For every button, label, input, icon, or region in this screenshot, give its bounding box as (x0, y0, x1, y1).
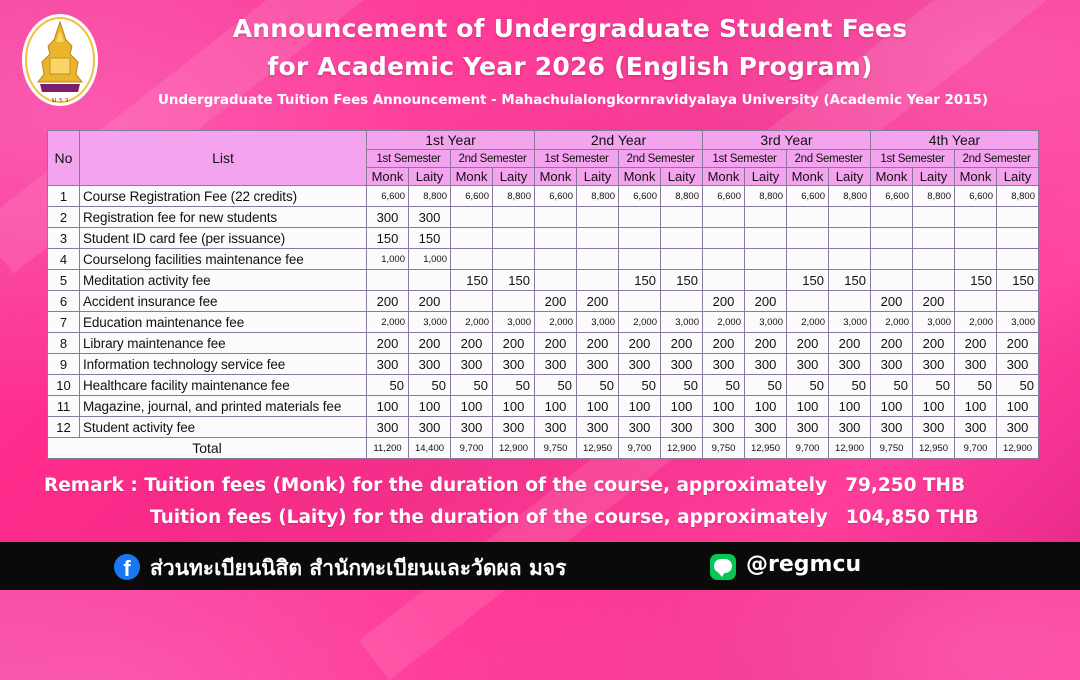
fee-cell: 200 (451, 333, 493, 354)
fee-cell: 1,000 (409, 249, 451, 270)
fee-cell (619, 291, 661, 312)
fee-cell (745, 228, 787, 249)
fee-cell: 300 (913, 417, 955, 438)
total-cell: 11,200 (367, 438, 409, 459)
fee-cell: 3,000 (913, 312, 955, 333)
fee-cell (955, 207, 997, 228)
table-row (48, 312, 1039, 333)
fee-cell (661, 207, 703, 228)
fee-cell: 2,000 (787, 312, 829, 333)
fee-cell (829, 249, 871, 270)
row-number: 11 (48, 396, 80, 417)
fee-cell (409, 270, 451, 291)
fee-cell: 300 (409, 207, 451, 228)
fee-cell: 200 (367, 291, 409, 312)
remark-monk-label: Remark : Tuition fees (Monk) for the duration of the course, approximately (44, 475, 828, 496)
fee-cell (955, 228, 997, 249)
table-row (48, 207, 1039, 228)
fee-cell (745, 270, 787, 291)
fee-cell: 3,000 (577, 312, 619, 333)
fee-cell: 300 (829, 354, 871, 375)
fee-cell: 200 (577, 291, 619, 312)
row-label: Information technology service fee (80, 354, 367, 375)
type-header: Monk (787, 168, 829, 186)
total-cell: 12,900 (661, 438, 703, 459)
fee-cell (451, 291, 493, 312)
fee-cell: 2,000 (619, 312, 661, 333)
fee-cell: 300 (409, 354, 451, 375)
fee-cell: 200 (619, 333, 661, 354)
fee-cell: 50 (913, 375, 955, 396)
fee-cell (451, 249, 493, 270)
fee-cell (577, 228, 619, 249)
fee-cell: 300 (409, 417, 451, 438)
remark-laity (150, 507, 979, 528)
fee-cell: 6,600 (619, 186, 661, 207)
fee-cell: 300 (367, 417, 409, 438)
year-header: 2nd Year (535, 131, 703, 150)
fee-cell (577, 249, 619, 270)
row-label: Accident insurance fee (80, 291, 367, 312)
fee-cell: 2,000 (955, 312, 997, 333)
fee-cell: 300 (703, 417, 745, 438)
fee-cell (871, 207, 913, 228)
row-number: 5 (48, 270, 80, 291)
fee-cell: 8,800 (997, 186, 1039, 207)
fee-cell: 200 (955, 333, 997, 354)
fee-cell: 300 (997, 417, 1039, 438)
fee-cell: 50 (619, 375, 661, 396)
row-number: 3 (48, 228, 80, 249)
row-number: 6 (48, 291, 80, 312)
fee-cell: 300 (871, 417, 913, 438)
fee-cell: 6,600 (451, 186, 493, 207)
fee-cell (577, 207, 619, 228)
fee-cell: 8,800 (409, 186, 451, 207)
fee-cell: 8,800 (829, 186, 871, 207)
fee-cell (745, 207, 787, 228)
table-row (48, 228, 1039, 249)
fee-cell: 100 (661, 396, 703, 417)
fee-cell (829, 207, 871, 228)
row-label: Student ID card fee (per issuance) (80, 228, 367, 249)
fee-cell: 2,000 (367, 312, 409, 333)
table-row (48, 354, 1039, 375)
fee-cell: 300 (577, 417, 619, 438)
fee-cell: 300 (493, 354, 535, 375)
type-header: Laity (493, 168, 535, 186)
row-label: Education maintenance fee (80, 312, 367, 333)
fee-cell: 300 (787, 417, 829, 438)
fee-cell: 150 (997, 270, 1039, 291)
fee-cell (619, 249, 661, 270)
facebook-page-link[interactable]: ส่วนทะเบียนนิสิต สำนักทะเบียนและวัดผล มจร (150, 556, 567, 580)
fee-cell: 300 (871, 354, 913, 375)
fee-cell (787, 207, 829, 228)
total-cell: 12,950 (745, 438, 787, 459)
total-cell: 9,700 (955, 438, 997, 459)
fee-cell: 150 (409, 228, 451, 249)
fee-cell: 2,000 (535, 312, 577, 333)
fee-cell: 8,800 (913, 186, 955, 207)
fee-cell (703, 207, 745, 228)
semester-header: 2nd Semester (787, 150, 871, 168)
total-row (48, 438, 1039, 459)
fee-cell (787, 291, 829, 312)
fee-cell: 8,800 (493, 186, 535, 207)
fee-cell: 50 (745, 375, 787, 396)
total-cell: 9,700 (619, 438, 661, 459)
fee-cell: 100 (787, 396, 829, 417)
fee-cell: 2,000 (703, 312, 745, 333)
type-header: Monk (955, 168, 997, 186)
fee-cell: 50 (997, 375, 1039, 396)
fee-cell: 100 (493, 396, 535, 417)
fee-cell: 100 (577, 396, 619, 417)
fee-cell (619, 228, 661, 249)
fee-cell: 3,000 (745, 312, 787, 333)
table-row (48, 396, 1039, 417)
fee-cell: 50 (661, 375, 703, 396)
remark-monk-amount: 79,250 THB (845, 475, 966, 496)
total-label: Total (48, 438, 367, 459)
fee-cell: 2,000 (871, 312, 913, 333)
fee-cell: 150 (493, 270, 535, 291)
column-header-no: No (48, 131, 80, 186)
fee-cell: 100 (367, 396, 409, 417)
row-label: Magazine, journal, and printed materials fee (80, 396, 367, 417)
fee-cell (661, 228, 703, 249)
fee-cell (871, 249, 913, 270)
fee-cell: 3,000 (829, 312, 871, 333)
fee-cell: 3,000 (661, 312, 703, 333)
row-label: Courselong facilities maintenance fee (80, 249, 367, 270)
type-header: Laity (829, 168, 871, 186)
type-header: Laity (745, 168, 787, 186)
semester-header: 2nd Semester (451, 150, 535, 168)
fee-cell: 100 (955, 396, 997, 417)
row-label: Student activity fee (80, 417, 367, 438)
total-cell: 12,900 (997, 438, 1039, 459)
fee-cell: 100 (535, 396, 577, 417)
fee-cell: 8,800 (577, 186, 619, 207)
fee-cell (535, 249, 577, 270)
fee-cell: 100 (997, 396, 1039, 417)
fee-cell: 6,600 (703, 186, 745, 207)
line-account-link[interactable]: @regmcu (746, 552, 862, 577)
fee-cell: 200 (997, 333, 1039, 354)
fee-cell: 300 (913, 354, 955, 375)
footer-bar (0, 542, 1080, 590)
row-label: Course Registration Fee (22 credits) (80, 186, 367, 207)
type-header: Monk (619, 168, 661, 186)
fee-cell (955, 291, 997, 312)
fee-cell (661, 291, 703, 312)
row-number: 12 (48, 417, 80, 438)
total-cell: 9,700 (787, 438, 829, 459)
fee-cell: 300 (745, 417, 787, 438)
fee-cell (535, 270, 577, 291)
type-header: Monk (451, 168, 493, 186)
fee-cell: 100 (451, 396, 493, 417)
semester-header: 1st Semester (535, 150, 619, 168)
fee-cell (997, 207, 1039, 228)
type-header: Laity (409, 168, 451, 186)
total-cell: 9,750 (535, 438, 577, 459)
fee-cell (997, 291, 1039, 312)
fee-cell: 300 (703, 354, 745, 375)
fees-table (47, 130, 1039, 459)
year-header: 4th Year (871, 131, 1039, 150)
semester-header: 1st Semester (871, 150, 955, 168)
fee-cell: 6,600 (955, 186, 997, 207)
row-number: 1 (48, 186, 80, 207)
fee-cell: 300 (577, 354, 619, 375)
row-number: 10 (48, 375, 80, 396)
fee-cell: 300 (535, 354, 577, 375)
row-label: Meditation activity fee (80, 270, 367, 291)
fee-cell: 50 (787, 375, 829, 396)
fee-cell: 200 (409, 333, 451, 354)
fee-cell: 300 (367, 207, 409, 228)
fee-cell: 200 (367, 333, 409, 354)
fee-cell: 50 (409, 375, 451, 396)
type-header: Laity (997, 168, 1039, 186)
fee-cell: 50 (577, 375, 619, 396)
line-app-icon[interactable] (710, 554, 736, 580)
fee-cell (997, 249, 1039, 270)
fee-cell: 200 (745, 333, 787, 354)
fee-cell: 8,800 (745, 186, 787, 207)
fee-cell (367, 270, 409, 291)
row-number: 9 (48, 354, 80, 375)
fee-cell: 300 (787, 354, 829, 375)
fee-cell: 300 (535, 417, 577, 438)
fee-cell (493, 291, 535, 312)
fee-cell: 100 (409, 396, 451, 417)
fee-cell: 200 (409, 291, 451, 312)
row-number: 2 (48, 207, 80, 228)
table-row (48, 375, 1039, 396)
type-header: Laity (661, 168, 703, 186)
fee-cell: 100 (871, 396, 913, 417)
fee-cell (703, 270, 745, 291)
fee-cell: 150 (955, 270, 997, 291)
fee-cell: 200 (493, 333, 535, 354)
fee-cell: 300 (955, 417, 997, 438)
fee-cell: 8,800 (661, 186, 703, 207)
fee-cell: 200 (829, 333, 871, 354)
total-cell: 12,900 (493, 438, 535, 459)
fee-cell: 100 (703, 396, 745, 417)
semester-header: 1st Semester (703, 150, 787, 168)
year-header: 1st Year (367, 131, 535, 150)
fee-cell: 3,000 (997, 312, 1039, 333)
fee-cell: 300 (955, 354, 997, 375)
row-label: Registration fee for new students (80, 207, 367, 228)
type-header: Monk (535, 168, 577, 186)
fee-cell: 6,600 (787, 186, 829, 207)
fee-cell: 300 (829, 417, 871, 438)
fee-cell: 200 (787, 333, 829, 354)
fee-cell: 3,000 (493, 312, 535, 333)
fee-cell (829, 291, 871, 312)
type-header: Laity (913, 168, 955, 186)
table-row (48, 417, 1039, 438)
fee-cell: 150 (451, 270, 493, 291)
fee-cell (955, 249, 997, 270)
university-emblem-icon (20, 12, 100, 108)
row-number: 8 (48, 333, 80, 354)
table-row (48, 270, 1039, 291)
fee-cell: 100 (913, 396, 955, 417)
fee-cell: 300 (367, 354, 409, 375)
fee-cell: 150 (619, 270, 661, 291)
fee-cell: 200 (703, 291, 745, 312)
page-title-line1: Announcement of Undergraduate Student Fees (232, 14, 908, 43)
fee-cell: 50 (871, 375, 913, 396)
fee-cell: 300 (619, 417, 661, 438)
fee-cell (493, 228, 535, 249)
fee-cell (535, 228, 577, 249)
fee-cell: 300 (661, 354, 703, 375)
fee-cell: 6,600 (535, 186, 577, 207)
fee-cell: 50 (955, 375, 997, 396)
remark-monk (44, 475, 965, 496)
fee-cell: 3,000 (409, 312, 451, 333)
remark-laity-amount: 104,850 THB (845, 507, 979, 528)
semester-header: 1st Semester (367, 150, 451, 168)
fee-cell (703, 249, 745, 270)
fee-cell: 200 (577, 333, 619, 354)
fee-cell (703, 228, 745, 249)
row-label: Healthcare facility maintenance fee (80, 375, 367, 396)
fee-cell (913, 249, 955, 270)
fee-cell: 100 (619, 396, 661, 417)
type-header: Laity (577, 168, 619, 186)
fee-cell: 300 (997, 354, 1039, 375)
fee-cell (493, 249, 535, 270)
fee-cell: 50 (535, 375, 577, 396)
table-row (48, 291, 1039, 312)
row-number: 7 (48, 312, 80, 333)
fee-cell: 200 (871, 333, 913, 354)
fee-cell: 200 (535, 333, 577, 354)
type-header: Monk (367, 168, 409, 186)
fee-cell: 150 (787, 270, 829, 291)
fee-cell (997, 228, 1039, 249)
table-row (48, 333, 1039, 354)
total-cell: 9,700 (451, 438, 493, 459)
fee-cell (787, 249, 829, 270)
fee-cell: 1,000 (367, 249, 409, 270)
fee-cell: 50 (367, 375, 409, 396)
table-row (48, 186, 1039, 207)
fee-cell: 300 (451, 417, 493, 438)
fee-cell: 300 (661, 417, 703, 438)
fee-cell: 50 (829, 375, 871, 396)
fee-cell (451, 207, 493, 228)
fee-cell: 50 (703, 375, 745, 396)
fee-cell: 150 (661, 270, 703, 291)
type-header: Monk (703, 168, 745, 186)
fee-cell: 2,000 (451, 312, 493, 333)
fee-cell: 100 (745, 396, 787, 417)
page-subtitle: Undergraduate Tuition Fees Announcement - Mahachulalongkornravidyalaya University (Academic Year 2015) (158, 93, 988, 108)
fee-cell (871, 270, 913, 291)
type-header: Monk (871, 168, 913, 186)
fee-cell (535, 207, 577, 228)
fee-cell (619, 207, 661, 228)
page-title-line2: for Academic Year 2026 (English Program) (267, 52, 873, 81)
fee-cell: 200 (871, 291, 913, 312)
fee-cell: 200 (913, 333, 955, 354)
total-cell: 12,900 (829, 438, 871, 459)
fee-cell (787, 228, 829, 249)
total-cell: 14,400 (409, 438, 451, 459)
total-cell: 12,950 (577, 438, 619, 459)
fee-cell (829, 228, 871, 249)
year-header: 3rd Year (703, 131, 871, 150)
total-cell: 9,750 (871, 438, 913, 459)
logo-text: ม ร ว (51, 96, 69, 104)
fee-cell: 200 (661, 333, 703, 354)
fee-cell: 200 (745, 291, 787, 312)
fee-cell (913, 270, 955, 291)
table-row (48, 249, 1039, 270)
fee-cell (871, 228, 913, 249)
fee-cell: 6,600 (871, 186, 913, 207)
fee-cell (577, 270, 619, 291)
semester-header: 2nd Semester (619, 150, 703, 168)
fee-cell: 300 (619, 354, 661, 375)
fee-cell: 6,600 (367, 186, 409, 207)
fee-cell: 200 (913, 291, 955, 312)
total-cell: 12,950 (913, 438, 955, 459)
fee-cell: 150 (829, 270, 871, 291)
fee-cell: 200 (703, 333, 745, 354)
remark-laity-label: Tuition fees (Laity) for the duration of the course, approximately (150, 507, 828, 528)
fee-cell (913, 207, 955, 228)
facebook-icon[interactable]: f (114, 554, 140, 580)
fee-cell: 200 (535, 291, 577, 312)
fee-cell (661, 249, 703, 270)
fee-cell: 150 (367, 228, 409, 249)
fee-cell (745, 249, 787, 270)
semester-header: 2nd Semester (955, 150, 1039, 168)
fee-cell: 50 (451, 375, 493, 396)
fee-cell (451, 228, 493, 249)
row-label: Library maintenance fee (80, 333, 367, 354)
fee-cell: 300 (493, 417, 535, 438)
fee-cell (493, 207, 535, 228)
fee-cell (913, 228, 955, 249)
total-cell: 9,750 (703, 438, 745, 459)
fee-cell: 300 (745, 354, 787, 375)
fee-cell: 100 (829, 396, 871, 417)
row-number: 4 (48, 249, 80, 270)
column-header-list: List (80, 131, 367, 186)
fee-cell: 50 (493, 375, 535, 396)
fee-cell: 300 (451, 354, 493, 375)
